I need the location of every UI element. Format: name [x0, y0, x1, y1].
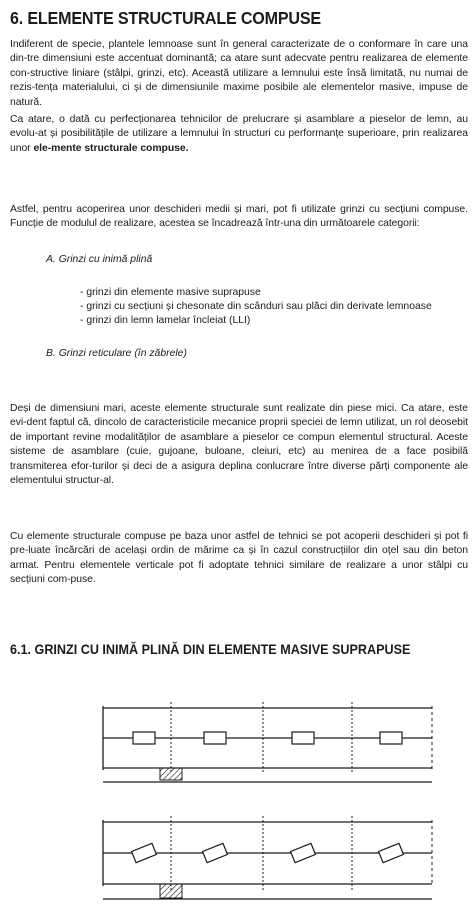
- shear-key: [204, 732, 226, 744]
- category-a-item: - grinzi din lemn lamelar încleiat (LLI): [80, 315, 251, 326]
- inclined-key: [379, 843, 404, 862]
- inclined-key: [203, 843, 228, 862]
- inclined-key: [132, 843, 157, 862]
- paragraph-evolution: [10, 113, 468, 156]
- category-a-item: - grinzi cu secțiuni și chesonate din scânduri sau plăci din derivate lemnoase: [80, 301, 432, 312]
- inclined-key: [291, 843, 316, 862]
- support-block: [160, 884, 182, 898]
- paragraph-evolution-emphasis: ele-mente structurale compuse.: [33, 142, 189, 154]
- paragraph-intro: Indiferent de specie, plantele lemnoase sunt în general caracterizate de o conformare în care una din-tre dimensiuni este accentuat dominantă; ca atare sunt adecvate pentru realizarea de elemente con-structive liniare (stâlpi, grinzi, etc). Această utilizare a lemnului este însă limitată, nu numai de rezis-tența materialului, ci și de dimensiunile maxime posibile ale elementelor masive, impuse de natură.: [10, 39, 468, 108]
- category-b-title: B. Grinzi reticulare (în zăbrele): [46, 348, 187, 359]
- section-heading: 6. ELEMENTE STRUCTURALE COMPUSE: [10, 8, 321, 28]
- beam-diagram: [0, 682, 476, 924]
- paragraph-categories-intro: Astfel, pentru acoperirea unor deschideri medii și mari, pot fi utilizate grinzi cu secțiuni compuse. Funcție de modulul de realizare, acestea se încadrează într-una din următoarele categorii:: [10, 204, 468, 230]
- paragraph-assembly: Deși de dimensiuni mari, aceste elemente structurale sunt realizate din piese mici. Ca atare, este evi-dent faptul că, dincolo de caracteristicile mecanice proprii speciei de lemn utilizat, un rol deosebit de important revine modalităților de asamblare a pieselor ce compun elementul structural. Aceste sisteme de asamblare (cuie, gujoane, buloane, cleiuri, etc) au menirea de a face posibilă transmiterea efor-turilor și deci de a asigura deplina conlucrare între diverse părți componente ale elementului structur-al.: [10, 403, 468, 487]
- subsection-heading: 6.1. GRINZI CU INIMĂ PLINĂ DIN ELEMENTE MASIVE SUPRAPUSE: [10, 641, 411, 657]
- paragraph-evolution-text: Ca atare, o dată cu perfecționarea tehnicilor de prelucrare și asamblare a pieselor de lemn, au evolu-at și posibilitățile de utilizare a lemnului în structuri cu performanțe superioare, prin realizarea unor: [10, 114, 468, 154]
- shear-key: [133, 732, 155, 744]
- beam-inclined-keys: [103, 816, 432, 899]
- category-a-item: - grinzi din elemente masive suprapuse: [80, 287, 261, 298]
- shear-key: [292, 732, 314, 744]
- category-a-title: A. Grinzi cu inimă plină: [46, 254, 153, 265]
- paragraph-spans: Cu elemente structurale compuse pe baza unor astfel de tehnici se pot acoperii deschideri și pot fi pre-luate încărcări de același ordin de mărime ca și în cazul construcțiilor din oțel sau din beton armat. Pentru elementele verticale pot fi adoptate tehnici similare de realizare a unor stâlpi cu secțiuni com-puse.: [10, 531, 468, 586]
- shear-key: [380, 732, 402, 744]
- beam-straight-keys: [103, 702, 432, 782]
- support-block: [160, 768, 182, 780]
